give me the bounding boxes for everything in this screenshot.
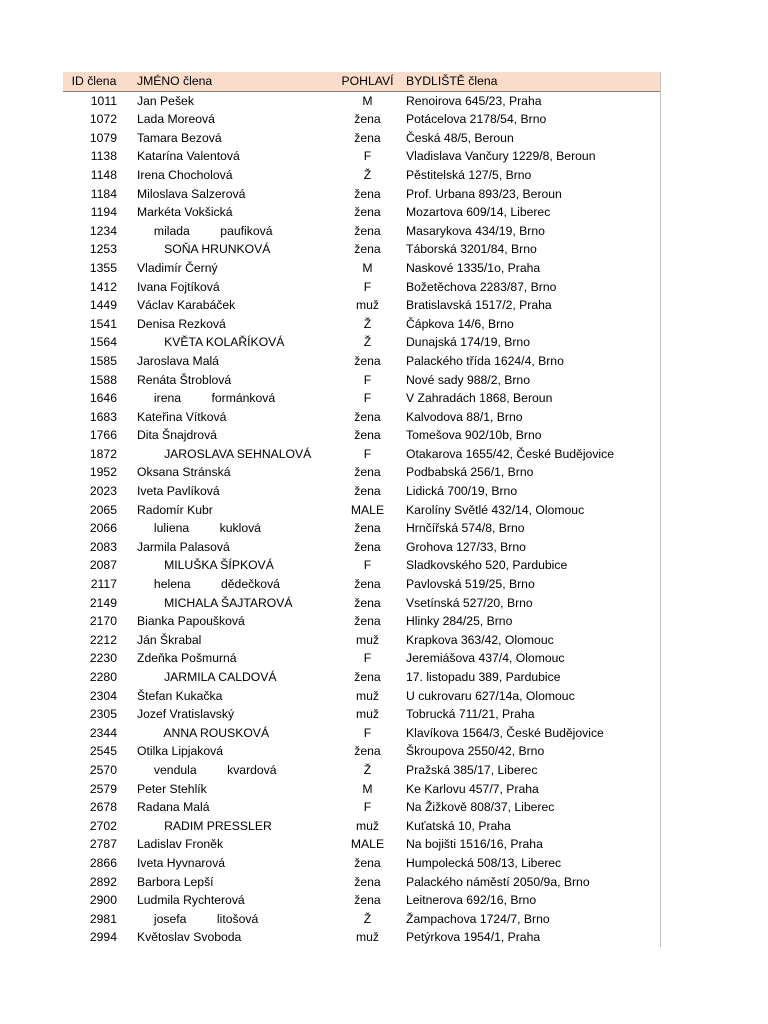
- cell-id[interactable]: 1683: [89, 409, 117, 424]
- cell-address[interactable]: Čápkova 14/6, Brno: [406, 316, 514, 331]
- table-row: [63, 389, 661, 408]
- table-row: [63, 371, 661, 390]
- cell-id[interactable]: 1253: [89, 242, 117, 257]
- cell-id[interactable]: 2304: [89, 688, 117, 703]
- cell-address[interactable]: Palackého náměstí 2050/9a, Brno: [406, 874, 590, 889]
- table-row: [63, 612, 661, 631]
- cell-address[interactable]: Tomešova 902/10b, Brno: [406, 428, 542, 443]
- cell-name[interactable]: Ján Škrabal: [137, 632, 202, 647]
- cell-sex[interactable]: MALE: [350, 837, 385, 852]
- cell-name[interactable]: Otilka Lipjaková: [137, 744, 224, 759]
- cell-id[interactable]: 2212: [89, 632, 117, 647]
- cell-id[interactable]: 1184: [90, 186, 117, 201]
- cell-address[interactable]: Táborská 3201/84, Brno: [406, 242, 537, 257]
- cell-id[interactable]: 2678: [89, 800, 117, 815]
- cell-sex[interactable]: Ž: [363, 167, 372, 182]
- cell-name[interactable]: Štefan Kukačka: [137, 688, 223, 703]
- cell-sex[interactable]: muž: [355, 818, 380, 833]
- cell-name[interactable]: Ivana Fojtíková: [137, 279, 220, 294]
- cell-sex[interactable]: žena: [354, 409, 381, 424]
- cell-sex[interactable]: žena: [354, 223, 381, 238]
- cell-sex[interactable]: muž: [355, 707, 380, 722]
- cell-name[interactable]: milada paufiková: [137, 223, 273, 238]
- table-row: [63, 742, 661, 761]
- table-row: [63, 575, 661, 594]
- cell-id[interactable]: 2994: [89, 930, 117, 945]
- cell-address[interactable]: Vladislava Vančury 1229/8, Beroun: [406, 149, 596, 164]
- table-row: [63, 817, 661, 836]
- cell-name[interactable]: luliena kuklová: [137, 521, 261, 536]
- cell-address[interactable]: Na bojišti 1516/16, Praha: [406, 837, 543, 852]
- cell-name[interactable]: MILUŠKA ŠÍPKOVÁ: [137, 558, 274, 573]
- cell-sex[interactable]: žena: [354, 205, 381, 220]
- cell-name[interactable]: Jaroslava Malá: [137, 353, 219, 368]
- cell-sex[interactable]: Ž: [363, 911, 372, 926]
- cell-sex[interactable]: žena: [354, 595, 381, 610]
- cell-name[interactable]: Jan Pešek: [137, 93, 194, 108]
- cell-sex[interactable]: muž: [355, 688, 380, 703]
- table-row: [63, 538, 661, 557]
- cell-address[interactable]: V Zahradách 1868, Beroun: [406, 391, 553, 406]
- cell-id[interactable]: 2087: [89, 558, 117, 573]
- cell-id[interactable]: 2579: [89, 781, 117, 796]
- cell-address[interactable]: Nové sady 988/2, Brno: [406, 372, 530, 387]
- header-sex[interactable]: POHLAVÍ: [335, 72, 400, 91]
- cell-id[interactable]: 2787: [89, 837, 117, 852]
- cell-address[interactable]: Bratislavská 1517/2, Praha: [406, 298, 552, 313]
- cell-address[interactable]: Ke Karlovu 457/7, Praha: [406, 781, 539, 796]
- cell-address[interactable]: Kalvodova 88/1, Brno: [406, 409, 523, 424]
- cell-address[interactable]: Grohova 127/33, Brno: [406, 539, 526, 554]
- table-row: [63, 780, 661, 799]
- cell-id[interactable]: 1138: [90, 149, 117, 164]
- cell-address[interactable]: Mozartova 609/14, Liberec: [406, 205, 551, 220]
- cell-address[interactable]: Lidická 700/19, Brno: [406, 484, 518, 499]
- cell-address[interactable]: Sladkovského 520, Pardubice: [406, 558, 568, 573]
- cell-sex[interactable]: Ž: [363, 335, 372, 350]
- cell-id[interactable]: 2066: [89, 521, 117, 536]
- cell-name[interactable]: Renáta Štroblová: [137, 372, 232, 387]
- cell-name[interactable]: helena dědečková: [137, 577, 280, 592]
- table-row: [63, 91, 661, 110]
- table-row: [63, 185, 661, 204]
- cell-id[interactable]: 2170: [89, 614, 117, 629]
- cell-id[interactable]: 1079: [89, 130, 117, 145]
- cell-name[interactable]: MICHALA ŠAJTAROVÁ: [137, 595, 293, 610]
- cell-sex[interactable]: žena: [354, 242, 381, 257]
- cell-id[interactable]: 1766: [89, 428, 117, 443]
- cell-name[interactable]: KVĚTA KOLAŘÍKOVÁ: [137, 335, 285, 350]
- cell-id[interactable]: 1541: [89, 316, 117, 331]
- table-row: [63, 463, 661, 482]
- cell-id[interactable]: 2149: [89, 595, 117, 610]
- column-border: [660, 72, 661, 947]
- cell-name[interactable]: Iveta Hyvnarová: [137, 855, 226, 870]
- table-row: [63, 705, 661, 724]
- cell-id[interactable]: 2866: [89, 855, 117, 870]
- table-row: [63, 333, 661, 352]
- table-row: [63, 891, 661, 910]
- cell-id[interactable]: 2280: [89, 670, 117, 684]
- table-row: [63, 501, 661, 520]
- cell-id[interactable]: 2981: [89, 911, 117, 926]
- table-row: [63, 166, 661, 185]
- cell-address[interactable]: Krapkova 363/42, Olomouc: [406, 632, 554, 647]
- cell-sex[interactable]: žena: [354, 428, 381, 443]
- cell-sex[interactable]: F: [363, 558, 372, 573]
- cell-sex[interactable]: F: [363, 372, 372, 387]
- cell-address[interactable]: Otakarova 1655/42, České Budějovice: [406, 446, 614, 461]
- table-row: [63, 910, 661, 929]
- cell-sex[interactable]: žena: [354, 744, 381, 759]
- cell-address[interactable]: Tobrucká 711/21, Praha: [406, 707, 535, 722]
- cell-address[interactable]: Naskové 1335/1o, Praha: [406, 260, 541, 275]
- cell-id[interactable]: 1564: [89, 335, 117, 350]
- cell-address[interactable]: Dunajská 174/19, Brno: [406, 335, 530, 350]
- table-row: [63, 278, 661, 297]
- cell-address[interactable]: Potácelova 2178/54, Brno: [406, 112, 547, 127]
- cell-address[interactable]: Prof. Urbana 893/23, Beroun: [406, 186, 562, 201]
- cell-sex[interactable]: muž: [355, 930, 380, 945]
- table-row: [63, 147, 661, 166]
- cell-id[interactable]: 1148: [90, 167, 117, 182]
- cell-address[interactable]: Klavíkova 1564/3, České Budějovice: [406, 725, 604, 740]
- cell-id[interactable]: 2117: [90, 577, 117, 592]
- cell-id[interactable]: 2702: [89, 818, 117, 833]
- cell-id[interactable]: 2570: [89, 762, 117, 777]
- cell-address[interactable]: Vsetínská 527/20, Brno: [406, 595, 533, 610]
- cell-id[interactable]: 2305: [89, 707, 117, 722]
- cell-sex[interactable]: Ž: [363, 316, 372, 331]
- cell-sex[interactable]: žena: [354, 130, 381, 145]
- table-row: [63, 240, 661, 259]
- cell-sex[interactable]: F: [363, 391, 372, 406]
- cell-sex[interactable]: F: [363, 651, 372, 666]
- table-row: [63, 724, 661, 743]
- spreadsheet: [63, 72, 661, 947]
- cell-id[interactable]: 1646: [89, 391, 117, 406]
- cell-sex[interactable]: muž: [355, 298, 380, 313]
- cell-address[interactable]: Karolíny Světlé 432/14, Olomouc: [406, 502, 585, 517]
- table-row: [63, 222, 661, 241]
- cell-address[interactable]: U cukrovaru 627/14a, Olomouc: [406, 688, 575, 703]
- cell-id[interactable]: 1194: [90, 205, 117, 220]
- cell-sex[interactable]: žena: [354, 112, 381, 127]
- table-row: [63, 873, 661, 892]
- cell-id[interactable]: 1588: [89, 372, 117, 387]
- cell-id[interactable]: 1952: [89, 465, 117, 480]
- cell-name[interactable]: vendula kvardová: [137, 762, 277, 777]
- cell-address[interactable]: Jeremiášova 437/4, Olomouc: [406, 651, 565, 666]
- header-address[interactable]: BYDLIŠTĚ člena: [400, 72, 661, 91]
- cell-sex[interactable]: žena: [354, 577, 381, 592]
- table-row: [63, 668, 661, 687]
- cell-address[interactable]: Hlinky 284/25, Brno: [406, 614, 513, 629]
- cell-name[interactable]: Václav Karabáček: [137, 298, 236, 313]
- table-row: [63, 835, 661, 854]
- cell-address[interactable]: Žampachova 1724/7, Brno: [406, 911, 550, 926]
- cell-sex[interactable]: žena: [354, 670, 381, 684]
- cell-id[interactable]: 1011: [90, 93, 117, 108]
- cell-address[interactable]: Renoirova 645/23, Praha: [406, 93, 542, 108]
- cell-name[interactable]: Jarmila Palasová: [137, 539, 230, 554]
- cell-name[interactable]: Oksana Stránská: [137, 465, 231, 480]
- table-row: [63, 928, 661, 947]
- table-row: [63, 408, 661, 427]
- table-row: [63, 594, 661, 613]
- cell-name[interactable]: Radana Malá: [137, 800, 210, 815]
- cell-name[interactable]: Ludmila Rychterová: [137, 893, 245, 908]
- cell-name[interactable]: Květoslav Svoboda: [137, 930, 242, 945]
- cell-id[interactable]: 2892: [89, 874, 117, 889]
- table-row: [63, 482, 661, 501]
- cell-id[interactable]: 2023: [89, 484, 117, 499]
- table-row: [63, 519, 661, 538]
- table-row: [63, 296, 661, 315]
- cell-name[interactable]: josefa litošová: [137, 911, 259, 926]
- cell-address[interactable]: 17. listopadu 389, Pardubice: [406, 670, 561, 684]
- cell-sex[interactable]: F: [363, 279, 372, 294]
- cell-sex[interactable]: žena: [354, 186, 381, 201]
- cell-name[interactable]: ANNA ROUSKOVÁ: [137, 725, 270, 740]
- cell-address[interactable]: Božetěchova 2283/87, Brno: [406, 279, 557, 294]
- cell-address[interactable]: Leitnerova 692/16, Brno: [406, 893, 537, 908]
- cell-name[interactable]: Tamara Bezová: [137, 130, 222, 145]
- cell-sex[interactable]: žena: [354, 465, 381, 480]
- cell-sex[interactable]: MALE: [350, 502, 385, 517]
- cell-name[interactable]: irena formánková: [137, 391, 276, 406]
- cell-id[interactable]: 1449: [89, 298, 117, 313]
- cell-name[interactable]: Radomír Kubr: [137, 502, 213, 517]
- cell-sex[interactable]: žena: [354, 855, 381, 870]
- cell-id[interactable]: 2344: [89, 725, 117, 740]
- cell-sex[interactable]: F: [363, 800, 372, 815]
- table-row: [63, 445, 661, 464]
- header-row: [63, 72, 661, 91]
- cell-sex[interactable]: muž: [355, 632, 380, 647]
- table-row: [63, 426, 661, 445]
- table-row: [63, 798, 661, 817]
- cell-name[interactable]: Vladimír Černý: [137, 260, 218, 275]
- cell-sex[interactable]: žena: [354, 893, 381, 908]
- cell-id[interactable]: 1072: [89, 112, 117, 127]
- cell-address[interactable]: Podbabská 256/1, Brno: [406, 465, 534, 480]
- cell-sex[interactable]: Ž: [363, 762, 372, 777]
- cell-name[interactable]: Ladislav Froněk: [137, 837, 224, 852]
- cell-address[interactable]: Pěstitelská 127/5, Brno: [406, 167, 532, 182]
- cell-id[interactable]: 2900: [89, 893, 117, 908]
- cell-sex[interactable]: žena: [354, 484, 381, 499]
- cell-name[interactable]: Jozef Vratislavský: [137, 707, 235, 722]
- cell-address[interactable]: Pavlovská 519/25, Brno: [406, 577, 535, 592]
- cell-address[interactable]: Škroupova 2550/42, Brno: [406, 744, 545, 759]
- cell-address[interactable]: Masarykova 434/19, Brno: [406, 223, 545, 238]
- cell-sex[interactable]: žena: [354, 874, 381, 889]
- table-row: [63, 556, 661, 575]
- cell-name[interactable]: Zdeňka Pošmurná: [137, 651, 237, 666]
- cell-name[interactable]: Kateřina Vítková: [137, 409, 227, 424]
- header-id[interactable]: ID člena: [63, 72, 125, 91]
- cell-id[interactable]: 2083: [89, 539, 117, 554]
- cell-sex[interactable]: M: [362, 93, 373, 108]
- table-row: [63, 110, 661, 129]
- table-row: [63, 631, 661, 650]
- cell-name[interactable]: Iveta Pavlíková: [137, 484, 220, 499]
- members-table: [63, 72, 661, 947]
- cell-address[interactable]: Palackého třída 1624/4, Brno: [406, 353, 564, 368]
- cell-id[interactable]: 1585: [89, 353, 117, 368]
- cell-name[interactable]: SOŇA HRUNKOVÁ: [137, 242, 271, 257]
- cell-name[interactable]: Barbora Lepší: [137, 874, 214, 889]
- cell-id[interactable]: 2545: [89, 744, 117, 759]
- cell-name[interactable]: RADIM PRESSLER: [137, 818, 272, 833]
- cell-address[interactable]: Kuťatská 10, Praha: [406, 818, 511, 833]
- cell-id[interactable]: 2065: [89, 502, 117, 517]
- cell-address[interactable]: Na Žižkově 808/37, Liberec: [406, 800, 555, 815]
- cell-name[interactable]: JARMILA CALDOVÁ: [137, 670, 277, 684]
- cell-name[interactable]: Irena Chocholová: [137, 167, 233, 182]
- cell-address[interactable]: Humpolecká 508/13, Liberec: [406, 855, 562, 870]
- cell-id[interactable]: 1412: [89, 279, 117, 294]
- cell-address[interactable]: Česká 48/5, Beroun: [406, 130, 514, 145]
- cell-sex[interactable]: žena: [354, 614, 381, 629]
- cell-id[interactable]: 1355: [89, 260, 117, 275]
- cell-id[interactable]: 1234: [89, 223, 117, 238]
- table-row: [63, 687, 661, 706]
- cell-name[interactable]: Dita Šnajdrová: [137, 428, 217, 443]
- cell-id[interactable]: 1872: [89, 446, 117, 461]
- cell-name[interactable]: Peter Stehlík: [137, 781, 207, 796]
- table-row: [63, 203, 661, 222]
- cell-name[interactable]: Markéta Vokšická: [137, 205, 233, 220]
- cell-sex[interactable]: F: [363, 446, 372, 461]
- table-body: [63, 91, 661, 947]
- cell-address[interactable]: Pražská 385/17, Liberec: [406, 762, 538, 777]
- cell-sex[interactable]: žena: [354, 539, 381, 554]
- table-row: [63, 315, 661, 334]
- table-row: [63, 761, 661, 780]
- cell-sex[interactable]: M: [362, 781, 373, 796]
- cell-sex[interactable]: F: [363, 149, 372, 164]
- cell-sex[interactable]: M: [362, 260, 373, 275]
- table-row: [63, 649, 661, 668]
- cell-name[interactable]: Miloslava Salzerová: [137, 186, 246, 201]
- cell-id[interactable]: 2230: [89, 651, 117, 666]
- cell-name[interactable]: Bianka Papoušková: [137, 614, 245, 629]
- table-row: [63, 854, 661, 873]
- cell-address[interactable]: Petýrkova 1954/1, Praha: [406, 930, 541, 945]
- table-row: [63, 129, 661, 148]
- cell-name[interactable]: Denisa Rezková: [137, 316, 226, 331]
- cell-sex[interactable]: žena: [354, 521, 381, 536]
- cell-sex[interactable]: F: [363, 725, 372, 740]
- cell-name[interactable]: Lada Moreová: [137, 112, 215, 127]
- header-name[interactable]: JMÉNO člena: [125, 72, 335, 91]
- cell-name[interactable]: Katarína Valentová: [137, 149, 240, 164]
- cell-name[interactable]: JAROSLAVA SEHNALOVÁ: [137, 446, 312, 461]
- cell-address[interactable]: Hrnčířská 574/8, Brno: [406, 521, 525, 536]
- table-row: [63, 259, 661, 278]
- table-row: [63, 352, 661, 371]
- cell-sex[interactable]: žena: [354, 353, 381, 368]
